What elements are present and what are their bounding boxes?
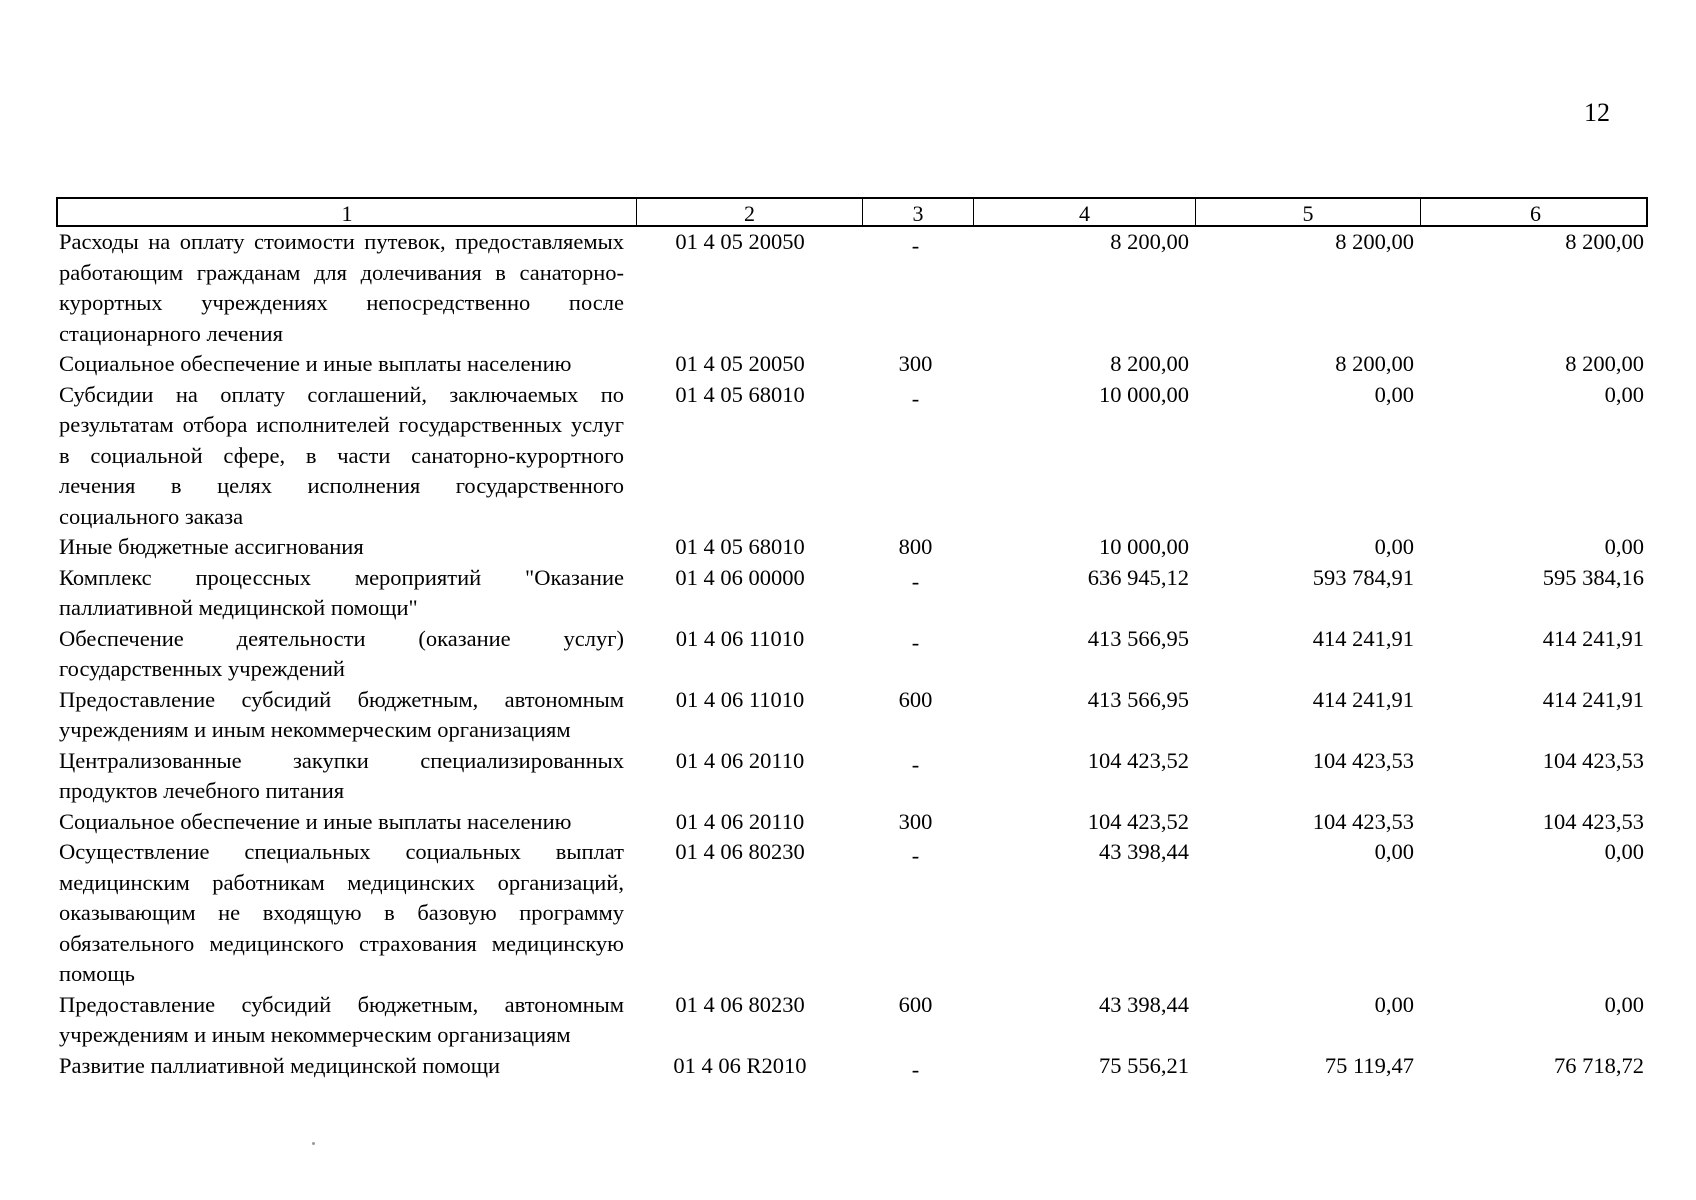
- row-code: 01 4 05 20050: [675, 229, 805, 254]
- row-value-5: 414 241,91: [1312, 686, 1414, 712]
- row-name: Осуществление специальных социальных выплат медицинским работникам медицинских организаций, оказывающим не входящую в базовую программу обязательного медицинского страхования медицинскую помощь: [59, 839, 624, 986]
- row-type-value: -: [911, 385, 920, 411]
- budget-table: [56, 197, 1648, 1081]
- row-name: Социальное обеспечение и иные выплаты населению: [59, 351, 572, 376]
- row-code: 01 4 06 11010: [675, 686, 805, 712]
- row-value-5: 414 241,91: [1312, 625, 1414, 651]
- row-value-4: 413 566,95: [1087, 686, 1189, 712]
- row-value-6: 595 384,16: [1542, 564, 1644, 590]
- row-value-5: 0,00: [1374, 534, 1414, 559]
- row-type-value: -: [911, 843, 920, 868]
- table-row: [56, 1051, 1648, 1082]
- table-row: [56, 624, 1648, 685]
- row-type: [860, 1051, 971, 1082]
- row-type: [860, 624, 971, 685]
- row-type: 300: [898, 808, 933, 834]
- row-value-4: 43 398,44: [1099, 991, 1189, 1017]
- row-value-5: 8 200,00: [1335, 229, 1414, 254]
- header-cell-5: 5: [1195, 199, 1420, 227]
- row-name: Обеспечение деятельности (оказание услуг) государственных учреждений: [59, 625, 624, 681]
- table-row: [56, 563, 1648, 624]
- row-type: 600: [898, 686, 933, 712]
- row-type: [860, 746, 971, 807]
- row-code: 01 4 05 68010: [675, 534, 805, 559]
- row-value-4: 8 200,00: [1110, 351, 1189, 376]
- row-name: Иные бюджетные ассигнования: [59, 534, 364, 559]
- row-name: Предоставление субсидий бюджетным, автономным учреждениям и иным некоммерческим организациям: [59, 991, 624, 1047]
- row-value-6: 0,00: [1604, 839, 1644, 864]
- header-cell-3: 3: [862, 199, 973, 227]
- row-type: [860, 380, 971, 533]
- row-code: 01 4 06 00000: [675, 564, 805, 590]
- row-code: 01 4 06 20110: [675, 747, 805, 773]
- row-type: [860, 837, 971, 990]
- row-type-value: -: [911, 751, 920, 777]
- row-code: 01 4 06 20110: [675, 808, 805, 834]
- row-value-4: 75 556,21: [1099, 1052, 1189, 1078]
- header-cell-6: 6: [1420, 199, 1650, 227]
- row-value-4: 104 423,52: [1087, 808, 1189, 834]
- row-value-6: 104 423,53: [1542, 808, 1644, 834]
- row-value-6: 0,00: [1604, 534, 1644, 559]
- row-code: 01 4 06 R2010: [673, 1052, 807, 1078]
- row-code: 01 4 06 80230: [675, 839, 805, 864]
- row-value-6: 414 241,91: [1542, 686, 1644, 712]
- row-name: Централизованные закупки специализированных продуктов лечебного питания: [59, 747, 624, 803]
- row-type-value: -: [911, 1056, 920, 1082]
- row-code: 01 4 06 11010: [675, 625, 805, 651]
- row-value-4: 636 945,12: [1087, 564, 1189, 590]
- row-value-5: 593 784,91: [1312, 564, 1414, 590]
- row-code: 01 4 05 68010: [675, 381, 805, 407]
- row-value-5: 75 119,47: [1324, 1052, 1414, 1078]
- scan-speck: [312, 1142, 315, 1145]
- row-name: Субсидии на оплату соглашений, заключаемых по результатам отбора исполнителей государственных услуг в социальной сфере, в части санаторно-курортного лечения в целях исполнения государственного социального заказа: [59, 381, 624, 529]
- page-number: 12: [1584, 98, 1610, 127]
- header-cell-2: 2: [636, 199, 862, 227]
- table-row: [56, 532, 1648, 563]
- table-row: [56, 685, 1648, 746]
- row-type: [860, 563, 971, 624]
- row-name: Комплекс процессных мероприятий "Оказание паллиативной медицинской помощи": [59, 564, 624, 620]
- table-row: [56, 746, 1648, 807]
- table-row: [56, 837, 1648, 990]
- row-type: 800: [898, 534, 933, 559]
- row-value-5: 0,00: [1374, 381, 1414, 407]
- table-row: [56, 380, 1648, 533]
- row-type: [860, 227, 971, 349]
- row-name: Социальное обеспечение и иные выплаты населению: [59, 808, 572, 834]
- row-value-5: 104 423,53: [1312, 808, 1414, 834]
- table-row: [56, 990, 1648, 1051]
- row-code: 01 4 05 20050: [675, 351, 805, 376]
- row-type: 300: [898, 351, 933, 376]
- row-name: Расходы на оплату стоимости путевок, предоставляемых работающим гражданам для долечивания в санаторно-курортных учреждениях непосредственно после стационарного лечения: [59, 229, 624, 346]
- header-cell-4: 4: [973, 199, 1195, 227]
- row-value-6: 8 200,00: [1565, 351, 1644, 376]
- table-row: [56, 807, 1648, 838]
- row-value-4: 10 000,00: [1099, 534, 1189, 559]
- table-header: [56, 197, 1648, 227]
- row-value-6: 104 423,53: [1542, 747, 1644, 773]
- table-row: [56, 227, 1648, 349]
- row-type-value: -: [911, 629, 920, 655]
- row-name: Развитие паллиативной медицинской помощи: [59, 1052, 501, 1078]
- row-value-4: 10 000,00: [1099, 381, 1189, 407]
- row-value-4: 413 566,95: [1087, 625, 1189, 651]
- row-value-6: 8 200,00: [1565, 229, 1644, 254]
- row-code: 01 4 06 80230: [675, 991, 805, 1017]
- row-type: 600: [898, 991, 933, 1017]
- row-value-5: 0,00: [1374, 839, 1414, 864]
- row-name: Предоставление субсидий бюджетным, автономным учреждениям и иным некоммерческим организациям: [59, 686, 624, 742]
- row-value-5: 104 423,53: [1312, 747, 1414, 773]
- row-type-value: -: [911, 233, 920, 258]
- row-value-4: 43 398,44: [1099, 839, 1189, 864]
- row-type-value: -: [911, 568, 920, 594]
- row-value-4: 8 200,00: [1110, 229, 1189, 254]
- row-value-5: 0,00: [1374, 991, 1414, 1017]
- header-cell-1: 1: [341, 201, 353, 226]
- row-value-6: 76 718,72: [1554, 1052, 1644, 1078]
- row-value-6: 0,00: [1604, 381, 1644, 407]
- row-value-6: 0,00: [1604, 991, 1644, 1017]
- table-row: [56, 349, 1648, 380]
- row-value-4: 104 423,52: [1087, 747, 1189, 773]
- row-value-5: 8 200,00: [1335, 351, 1414, 376]
- row-value-6: 414 241,91: [1542, 625, 1644, 651]
